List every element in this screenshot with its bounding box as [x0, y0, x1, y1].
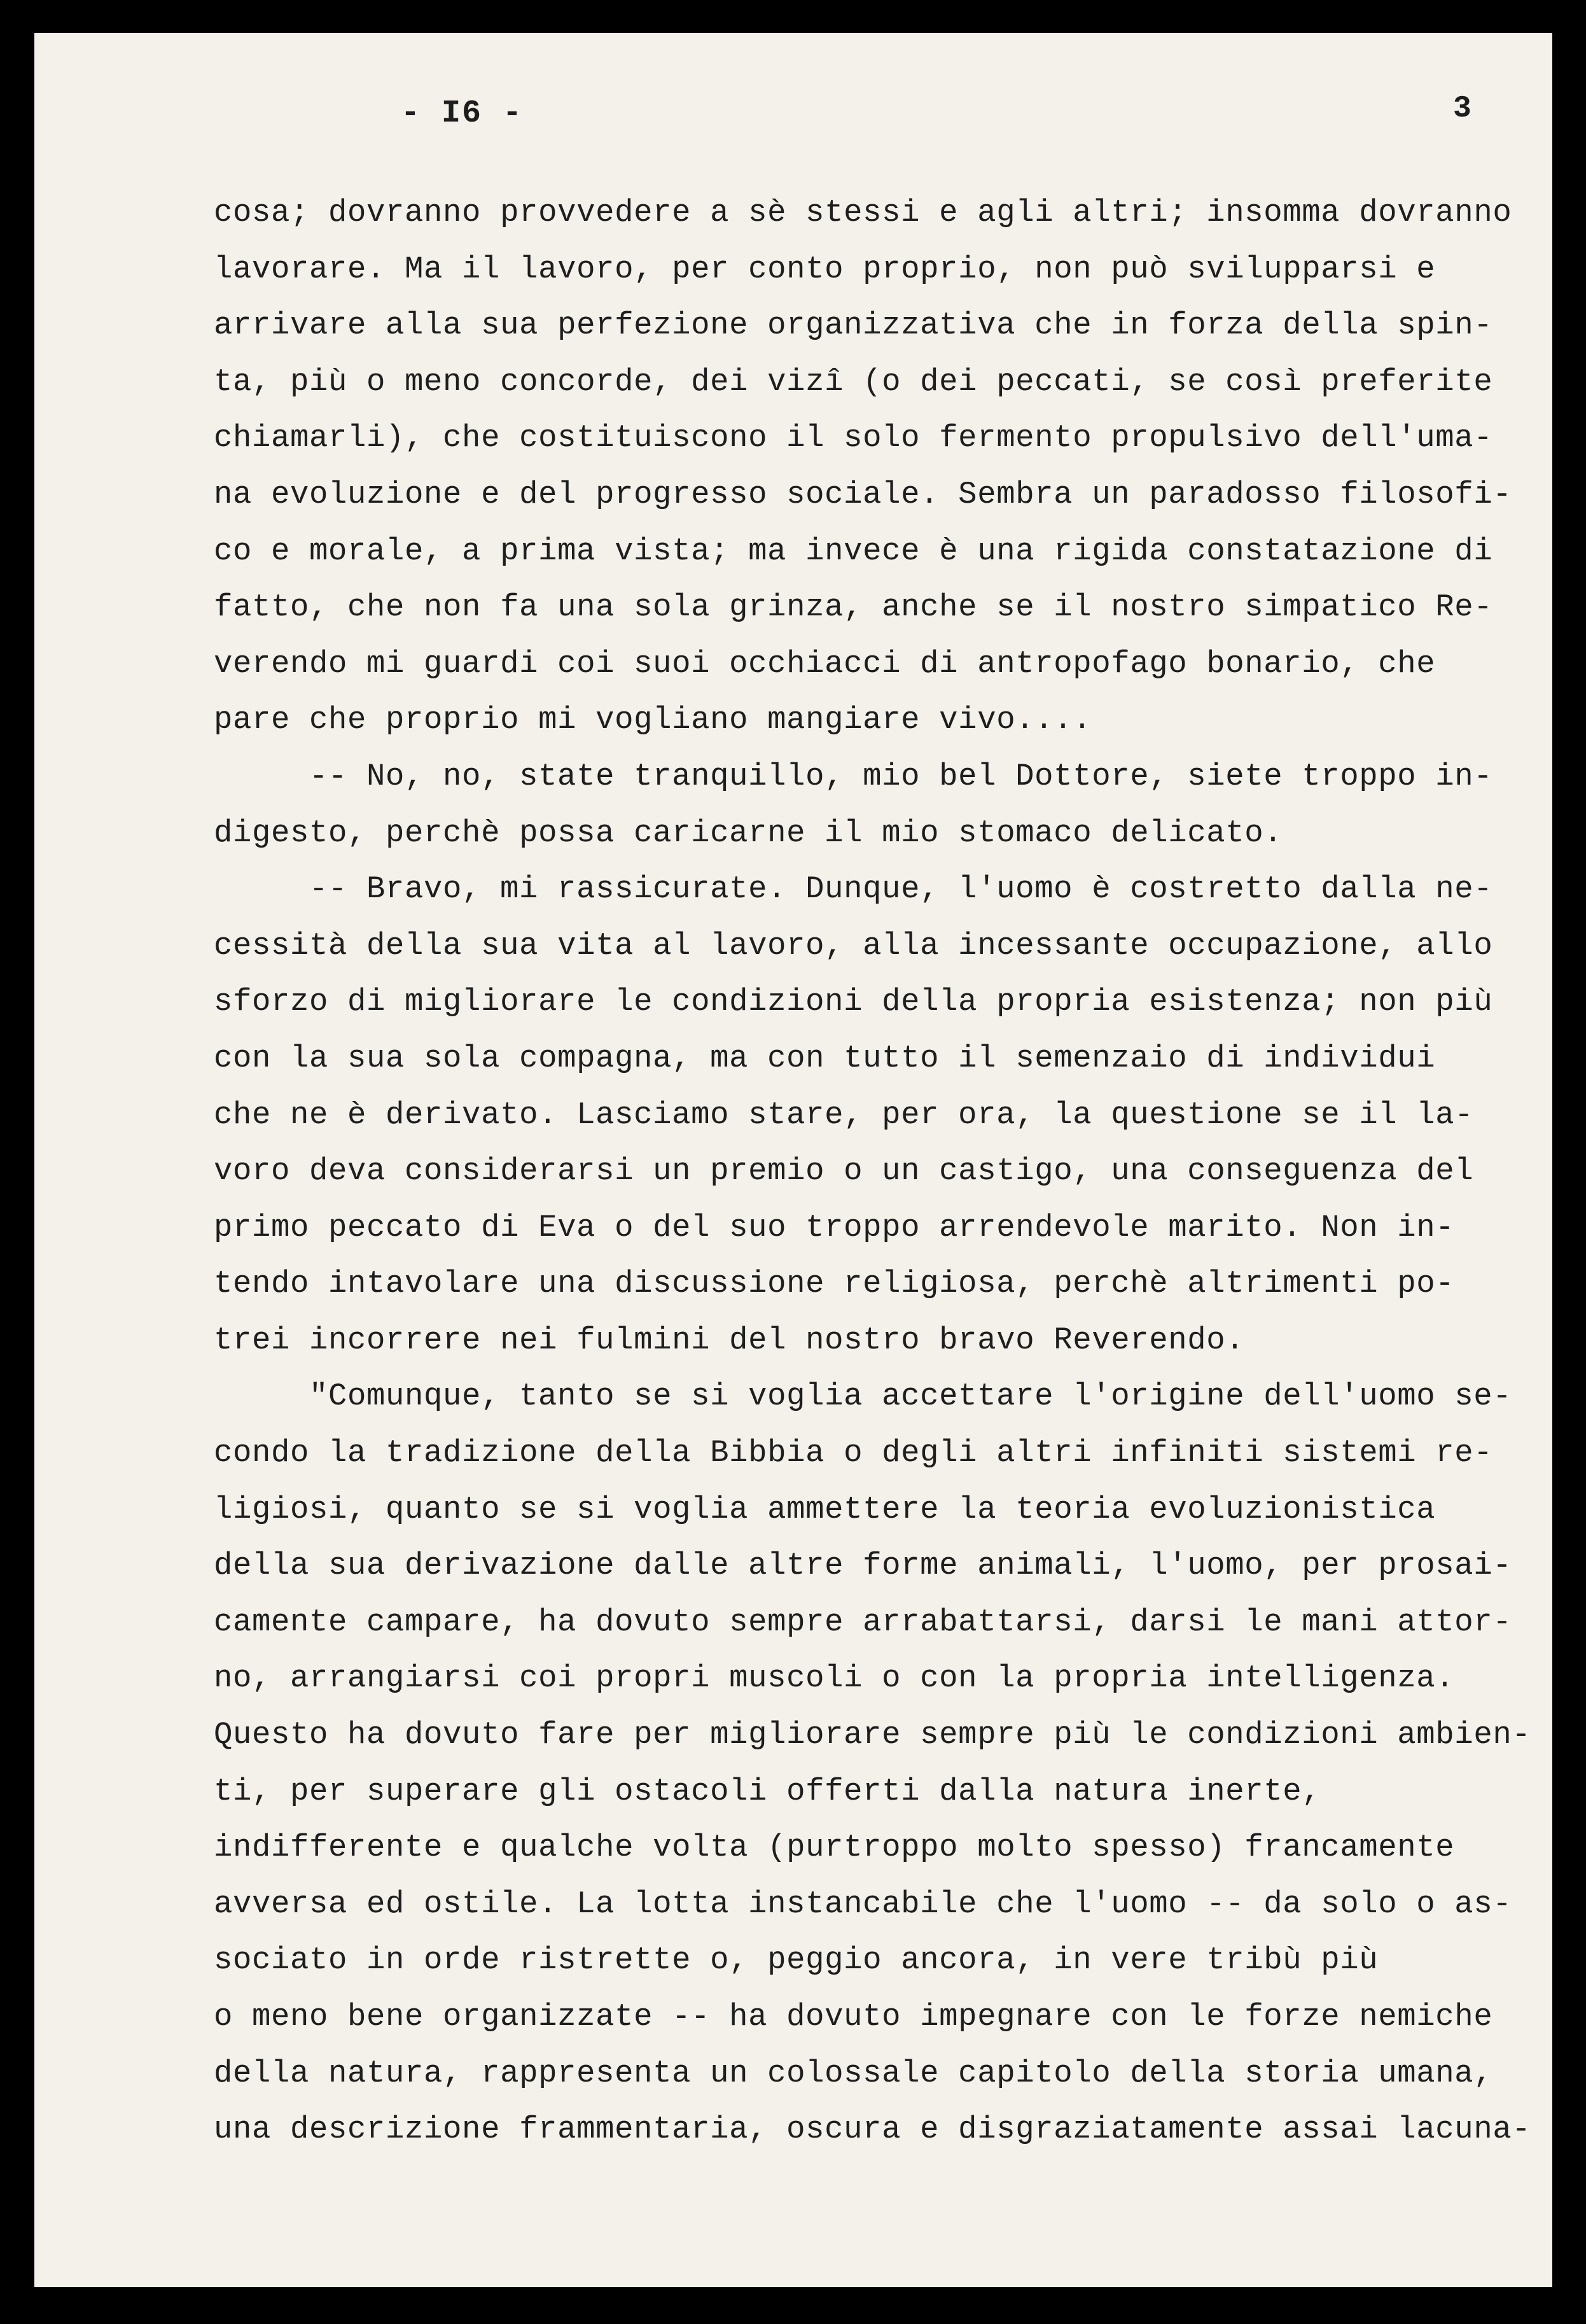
text-line: digesto, perchè possa caricarne il mio stomaco delicato. — [214, 815, 1283, 851]
page-number: - I6 - — [400, 95, 524, 132]
text-line: pare che proprio mi vogliano mangiare vivo.... — [214, 702, 1092, 738]
text-line: sociato in orde ristrette o, peggio ancora, in vere tribù più — [214, 1942, 1379, 1978]
text-line: della natura, rappresenta un colossale capitolo della storia umana, — [214, 2055, 1493, 2091]
text-line: cosa; dovranno provvedere a sè stessi e agli altri; insomma dovranno — [214, 195, 1512, 230]
text-line: fatto, che non fa una sola grinza, anche se il nostro simpatico Re- — [214, 589, 1493, 626]
text-line: camente campare, ha dovuto sempre arrabattarsi, darsi le mani attor- — [214, 1604, 1512, 1640]
text-line: na evoluzione e del progresso sociale. Sembra un paradosso filosofi- — [214, 476, 1512, 512]
text-line: indifferente e qualche volta (purtroppo molto spesso) francamente — [214, 1830, 1455, 1866]
text-line: no, arrangiarsi coi propri muscoli o con la propria intelligenza. — [214, 1660, 1455, 1697]
text-line: -- Bravo, mi rassicurate. Dunque, l'uomo è costretto dalla ne- — [309, 871, 1493, 907]
typewritten-page — [34, 33, 1552, 2287]
text-line: che ne è derivato. Lasciamo stare, per ora, la questione se il la- — [214, 1096, 1474, 1133]
text-line: "Comunque, tanto se si voglia accettare l'origine dell'uomo se- — [309, 1378, 1512, 1415]
body-text — [214, 185, 1552, 2158]
text-line: arrivare alla sua perfezione organizzativa che in forza della spin- — [214, 307, 1493, 344]
text-line: lavorare. Ma il lavoro, per conto proprio, non può svilupparsi e — [214, 251, 1436, 287]
text-line: ta, più o meno concorde, dei vizî (o dei peccati, se così preferite — [214, 363, 1493, 400]
text-line: o meno bene organizzate -- ha dovuto impegnare con le forze nemiche — [214, 1999, 1493, 2034]
text-line: ligiosi, quanto se si voglia ammettere la teoria evoluzionistica — [214, 1491, 1436, 1527]
text-line: verendo mi guardi coi suoi occhiacci di antropofago bonario, che — [214, 645, 1436, 682]
folio-number: 3 — [1453, 92, 1471, 126]
text-line: cessità della sua vita al lavoro, alla incessante occupazione, allo — [214, 927, 1493, 963]
text-line: con la sua sola compagna, ma con tutto il semenzaio di individui — [214, 1040, 1436, 1076]
text-line: co e morale, a prima vista; ma invece è una rigida constatazione di — [214, 533, 1493, 569]
text-line: condo la tradizione della Bibbia o degli altri infiniti sistemi re- — [214, 1435, 1493, 1471]
text-line: una descrizione frammentaria, oscura e disgraziatamente assai lacuna- — [214, 2111, 1531, 2148]
text-line: chiamarli), che costituiscono il solo fermento propulsivo dell'uma- — [214, 420, 1493, 456]
text-line: della sua derivazione dalle altre forme animali, l'uomo, per prosai- — [214, 1548, 1512, 1584]
text-line: -- No, no, state tranquillo, mio bel Dottore, siete troppo in- — [309, 758, 1493, 794]
text-line: sforzo di migliorare le condizioni della propria esistenza; non più — [214, 984, 1493, 1020]
text-line: voro deva considerarsi un premio o un castigo, una conseguenza del — [214, 1153, 1474, 1189]
text-line: avversa ed ostile. La lotta instancabile che l'uomo -- da solo o as- — [214, 1886, 1512, 1922]
text-line: Questo ha dovuto fare per migliorare sempre più le condizioni ambien- — [214, 1717, 1531, 1753]
text-line: ti, per superare gli ostacoli offerti dalla natura inerte, — [214, 1773, 1321, 1809]
text-line: tendo intavolare una discussione religiosa, perchè altrimenti po- — [214, 1266, 1455, 1302]
text-line: trei incorrere nei fulmini del nostro bravo Reverendo. — [214, 1322, 1245, 1358]
text-line: primo peccato di Eva o del suo troppo arrendevole marito. Non in- — [214, 1209, 1455, 1245]
